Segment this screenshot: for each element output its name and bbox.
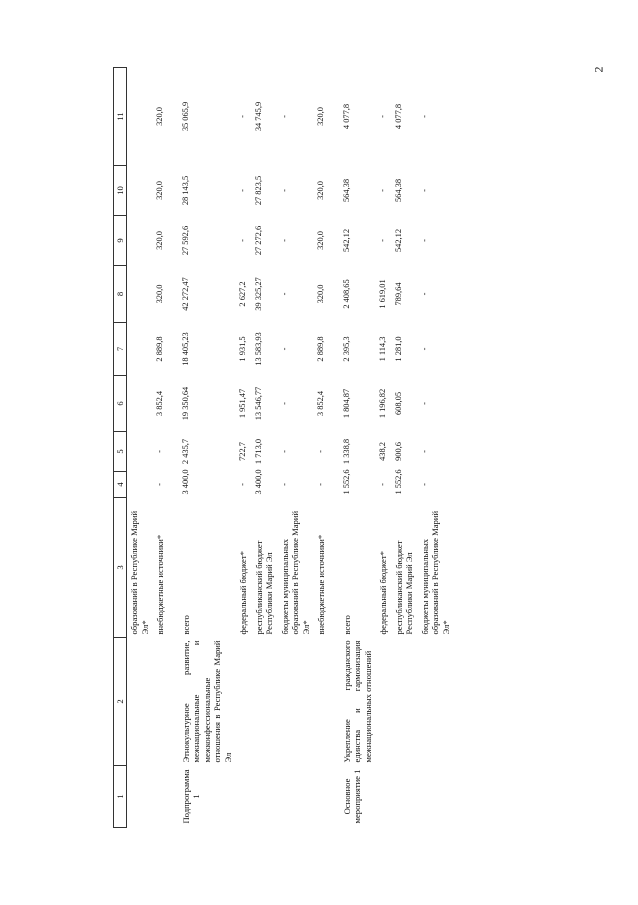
rotated-page bbox=[113, 68, 638, 828]
program-cell bbox=[153, 766, 168, 828]
program-cell bbox=[127, 766, 153, 828]
value-cell: 3 852,4 bbox=[155, 390, 165, 417]
source-cell: бюджеты муниципальных образований в Республике Марий Эл* bbox=[419, 510, 451, 635]
value-cell: 27 592,6 bbox=[180, 225, 190, 256]
table-row bbox=[314, 68, 329, 828]
column-header-1: 1 bbox=[114, 766, 127, 828]
name-cell: Этнокультурное развитие, межнациональные и межконфессиональные отношения в Республике Марий Эл bbox=[180, 640, 233, 763]
name-cell bbox=[252, 638, 278, 766]
value-cell: 13 583,93 bbox=[253, 332, 263, 366]
value-cell: 4 077,8 bbox=[393, 103, 403, 130]
value-cell: 1 552,6 bbox=[393, 469, 403, 495]
source-cell: федеральный бюджет* bbox=[378, 551, 389, 635]
column-header-5: 5 bbox=[114, 432, 127, 472]
value-cell: 2 627,2 bbox=[238, 281, 248, 307]
value-cell bbox=[127, 266, 153, 323]
value-cell: 542,12 bbox=[341, 228, 351, 253]
source-cell: всего bbox=[180, 615, 191, 635]
value-cell: - bbox=[279, 483, 289, 486]
program-cell bbox=[278, 766, 314, 828]
program-cell bbox=[392, 766, 418, 828]
column-header-11: 11 bbox=[114, 68, 127, 166]
value-cell: - bbox=[419, 189, 429, 192]
value-cell: 1 713,0 bbox=[253, 438, 263, 465]
value-cell: 1 931,5 bbox=[238, 336, 248, 362]
value-cell: 1 196,82 bbox=[378, 388, 388, 419]
name-cell bbox=[278, 638, 314, 766]
value-cell: 2 395,3 bbox=[341, 336, 351, 362]
value-cell: - bbox=[279, 347, 289, 351]
value-cell bbox=[127, 323, 153, 376]
value-cell: - bbox=[419, 402, 429, 405]
value-cell: 320,0 bbox=[155, 107, 165, 126]
program-cell bbox=[236, 766, 251, 828]
value-cell: 19 350,64 bbox=[180, 386, 190, 421]
value-cell: 28 143,5 bbox=[180, 175, 190, 206]
value-cell: - bbox=[279, 402, 289, 405]
table-row bbox=[330, 68, 376, 828]
value-cell: 2 889,8 bbox=[316, 336, 326, 362]
value-cell: 1 114,3 bbox=[378, 336, 388, 362]
name-cell bbox=[376, 638, 391, 766]
value-cell: 27 272,6 bbox=[253, 225, 263, 256]
table-row bbox=[392, 68, 418, 828]
name-cell bbox=[153, 638, 168, 766]
value-cell bbox=[127, 432, 153, 472]
value-cell: - bbox=[419, 115, 429, 118]
value-cell bbox=[127, 216, 153, 266]
source-cell: внебюджетные источники* bbox=[155, 534, 166, 635]
value-cell: 3 400,0 bbox=[253, 469, 263, 495]
page-number: 2 bbox=[591, 66, 606, 73]
table-row bbox=[376, 68, 391, 828]
value-cell: 542,12 bbox=[393, 228, 403, 253]
value-cell: - bbox=[279, 292, 289, 296]
name-cell bbox=[314, 638, 329, 766]
name-cell bbox=[127, 638, 153, 766]
source-cell: республиканский бюджет Республики Марий Эл bbox=[253, 540, 275, 635]
value-cell: 42 272,47 bbox=[180, 277, 190, 311]
table-row bbox=[153, 68, 168, 828]
value-cell bbox=[127, 166, 153, 216]
budget-table bbox=[113, 67, 454, 828]
source-cell: бюджеты муниципальных образований в Республике Марий Эл* bbox=[279, 510, 311, 635]
program-cell: Основное мероприятие 1 bbox=[341, 769, 363, 824]
program-cell bbox=[418, 766, 454, 828]
value-cell: 2 408,65 bbox=[341, 279, 351, 309]
value-cell: 3 852,4 bbox=[316, 390, 326, 417]
column-header-8: 8 bbox=[114, 266, 127, 323]
column-header-6: 6 bbox=[114, 376, 127, 432]
value-cell: 320,0 bbox=[316, 284, 326, 304]
value-cell: 2 435,7 bbox=[180, 438, 190, 465]
value-cell: 1 804,87 bbox=[341, 388, 351, 419]
value-cell: 789,64 bbox=[393, 282, 403, 306]
value-cell: 3 400,0 bbox=[180, 469, 190, 495]
program-cell bbox=[376, 766, 391, 828]
value-cell: - bbox=[419, 347, 429, 351]
table-row bbox=[418, 68, 454, 828]
name-cell bbox=[392, 638, 418, 766]
value-cell: 34 745,9 bbox=[253, 101, 263, 132]
value-cell: 1 951,47 bbox=[238, 388, 248, 419]
column-header-2: 2 bbox=[114, 638, 127, 766]
value-cell: 1 552,6 bbox=[341, 469, 351, 495]
value-cell: - bbox=[378, 483, 388, 486]
value-cell: 564,38 bbox=[341, 178, 351, 203]
source-cell: образований в Республике Марий Эл* bbox=[129, 510, 150, 635]
value-cell: 564,38 bbox=[393, 178, 403, 203]
column-header-9: 9 bbox=[114, 216, 127, 266]
source-cell: всего bbox=[341, 615, 352, 635]
value-cell: - bbox=[378, 189, 388, 192]
table-row bbox=[252, 68, 278, 828]
value-cell: - bbox=[378, 115, 388, 118]
value-cell: 608,05 bbox=[393, 391, 403, 416]
value-cell: - bbox=[238, 483, 248, 486]
value-cell: - bbox=[419, 483, 429, 486]
value-cell: - bbox=[419, 450, 429, 453]
name-cell bbox=[236, 638, 251, 766]
column-header-7: 7 bbox=[114, 323, 127, 376]
program-cell bbox=[314, 766, 329, 828]
header-row bbox=[114, 68, 127, 828]
value-cell: 1 281,0 bbox=[393, 336, 403, 362]
value-cell: - bbox=[279, 189, 289, 192]
value-cell: - bbox=[155, 483, 165, 486]
value-cell: 320,0 bbox=[316, 181, 326, 200]
value-cell: - bbox=[419, 292, 429, 296]
value-cell: 27 823,5 bbox=[253, 175, 263, 206]
value-cell: 1 338,8 bbox=[341, 438, 351, 465]
value-cell: - bbox=[155, 450, 165, 453]
table-row bbox=[278, 68, 314, 828]
value-cell: 320,0 bbox=[155, 284, 165, 304]
source-cell: федеральный бюджет* bbox=[238, 551, 249, 635]
value-cell: - bbox=[238, 239, 248, 242]
value-cell: 1 619,01 bbox=[378, 279, 388, 309]
value-cell: 4 077,8 bbox=[341, 103, 351, 130]
program-cell: Подпрограмма 1 bbox=[180, 769, 202, 824]
value-cell: 900,6 bbox=[393, 442, 403, 461]
value-cell: 18 405,23 bbox=[180, 332, 190, 366]
value-cell bbox=[127, 472, 153, 498]
value-cell: 320,0 bbox=[155, 231, 165, 250]
value-cell bbox=[127, 68, 153, 166]
value-cell: 320,0 bbox=[155, 181, 165, 200]
value-cell: - bbox=[378, 239, 388, 242]
source-cell: внебюджетные источники* bbox=[316, 534, 327, 635]
value-cell: 2 889,8 bbox=[155, 336, 165, 362]
value-cell: - bbox=[238, 115, 248, 118]
table-body bbox=[127, 68, 454, 828]
name-cell bbox=[418, 638, 454, 766]
table-row bbox=[236, 68, 251, 828]
column-header-3: 3 bbox=[114, 498, 127, 638]
value-cell: 722,7 bbox=[238, 442, 248, 461]
value-cell: 438,2 bbox=[378, 442, 388, 461]
column-header-10: 10 bbox=[114, 166, 127, 216]
value-cell: - bbox=[279, 115, 289, 118]
source-cell: республиканский бюджет Республики Марий Эл bbox=[393, 540, 415, 635]
value-cell: - bbox=[316, 483, 326, 486]
value-cell: 320,0 bbox=[316, 107, 326, 126]
value-cell bbox=[127, 376, 153, 432]
table-row bbox=[169, 68, 236, 828]
value-cell: 39 325,27 bbox=[253, 277, 263, 311]
value-cell: - bbox=[419, 239, 429, 242]
value-cell: 320,0 bbox=[316, 231, 326, 250]
value-cell: 35 065,9 bbox=[180, 101, 190, 132]
column-header-4: 4 bbox=[114, 472, 127, 498]
value-cell: 13 546,77 bbox=[253, 386, 263, 421]
table-row bbox=[127, 68, 153, 828]
value-cell: - bbox=[238, 189, 248, 192]
value-cell: - bbox=[279, 450, 289, 453]
value-cell: - bbox=[279, 239, 289, 242]
value-cell: - bbox=[316, 450, 326, 453]
program-cell bbox=[252, 766, 278, 828]
name-cell: Укрепление гражданского единства и гармонизация межнациональных отношений bbox=[341, 640, 373, 763]
